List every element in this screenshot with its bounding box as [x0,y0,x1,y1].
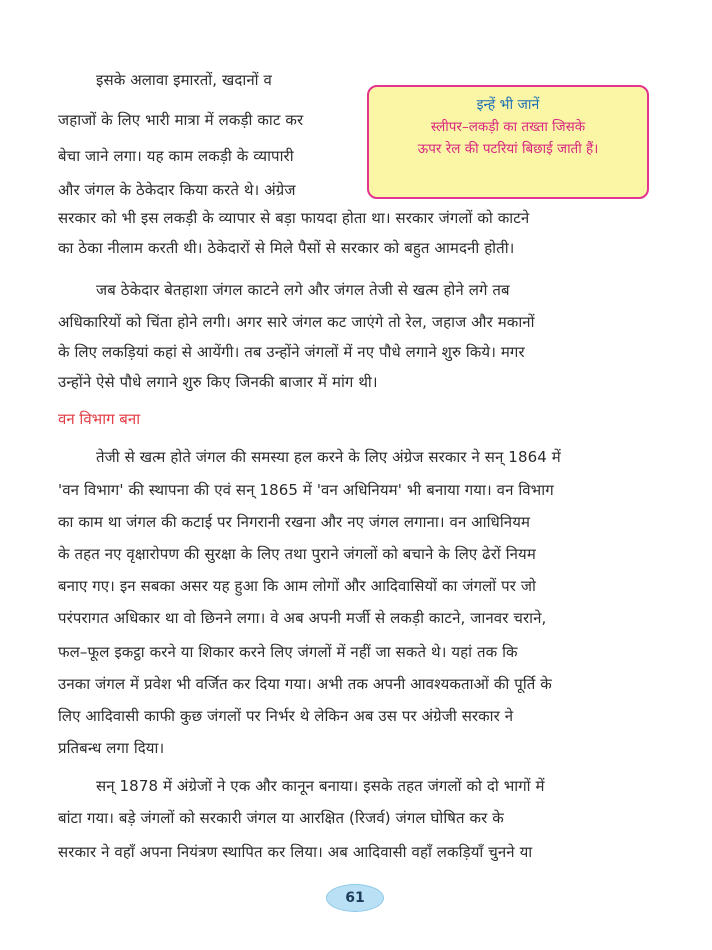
text-line: इसके अलावा इमारतों, खदानों व [96,71,272,89]
page-number: 61 [326,884,384,912]
text-line: बनाए गए। इन सबका असर यह हुआ कि आम लोगों और आदिवासियों का जंगलों पर जो [58,577,537,595]
text-line: का ठेका नीलाम करती थी। ठेकेदारों से मिले पैसों से सरकार को बहुत आमदनी होती। [58,239,515,257]
info-box [367,85,649,199]
text-line: जहाजों के लिए भारी मात्रा में लकड़ी काट कर [58,111,304,129]
text-line: और जंगल के ठेकेदार किया करते थे। अंग्रेज [58,181,296,199]
section-heading: वन विभाग बना [58,410,141,428]
text-line: बेचा जाने लगा। यह काम लकड़ी के व्यापारी [58,147,294,165]
text-line: फल–फूल इकट्ठा करने या शिकार करने लिए जंगलों में नहीं जा सकते थे। यहां तक कि [58,643,518,661]
text-line: के लिए लकड़ियां कहां से आयेंगी। तब उन्होंने जंगलों में नए पौधे लगाने शुरु किये। मगर [58,343,525,361]
text-line: अधिकारियों को चिंता होने लगी। अगर सारे जंगल कट जाएंगे तो रेल, जहाज और मकानों [58,313,535,331]
info-box-line: ऊपर रेल की पटरियां बिछाई जाती हैं। [417,141,599,157]
text-line: उन्होंने ऐसे पौधे लगाने शुरु किए जिनकी बाजार में मांग थी। [58,373,378,391]
text-line: लिए आदिवासी काफी कुछ जंगलों पर निर्भर थे लेकिन अब उस पर अंग्रेजी सरकार ने [58,707,514,725]
text-line: सरकार ने वहाँ अपना नियंत्रण स्थापित कर लिया। अब आदिवासी वहाँ लकड़ियाँ चुनने या [58,843,533,861]
text-line: का काम था जंगल की कटाई पर निगरानी रखना और नए जंगल लगाना। वन आधिनियम [58,513,531,531]
text-line: सरकार को भी इस लकड़ी के व्यापार से बड़ा फायदा होता था। सरकार जंगलों को काटने [58,209,530,227]
text-line: उनका जंगल में प्रवेश भी वर्जित कर दिया गया। अभी तक अपनी आवश्यकताओं की पूर्ति के [58,675,552,693]
text-line: तेजी से खत्म होते जंगल की समस्या हल करने के लिए अंग्रेज सरकार ने सन् 1864 में [96,448,561,466]
info-box-line: स्लीपर–लकड़ी का तख्ता जिसके [430,119,586,135]
text-line: के तहत नए वृक्षारोपण की सुरक्षा के लिए तथा पुराने जंगलों को बचाने के लिए ढेरों नियम [58,545,536,563]
text-line: प्रतिबन्ध लगा दिया। [58,739,165,757]
info-box-title: इन्हें भी जानें [476,97,540,113]
text-line: 'वन विभाग' की स्थापना की एवं सन् 1865 में 'वन अधिनियम' भी बनाया गया। वन विभाग [58,481,554,499]
text-line: सन् 1878 में अंग्रेजों ने एक और कानून बनाया। इसके तहत जंगलों को दो भागों में [96,777,545,795]
info-box-body [379,116,637,160]
text-line: जब ठेकेदार बेतहाशा जंगल काटने लगे और जंगल तेजी से खत्म होने लगे तब [96,281,510,299]
text-line: परंपरागत अधिकार था वो छिनने लगा। वे अब अपनी मर्जी से लकड़ी काटने, जानवर चराने, [58,609,547,627]
text-line: बांटा गया। बड़े जंगलों को सरकारी जंगल या आरक्षित (रिजर्व) जंगल घोषित कर के [58,809,504,827]
